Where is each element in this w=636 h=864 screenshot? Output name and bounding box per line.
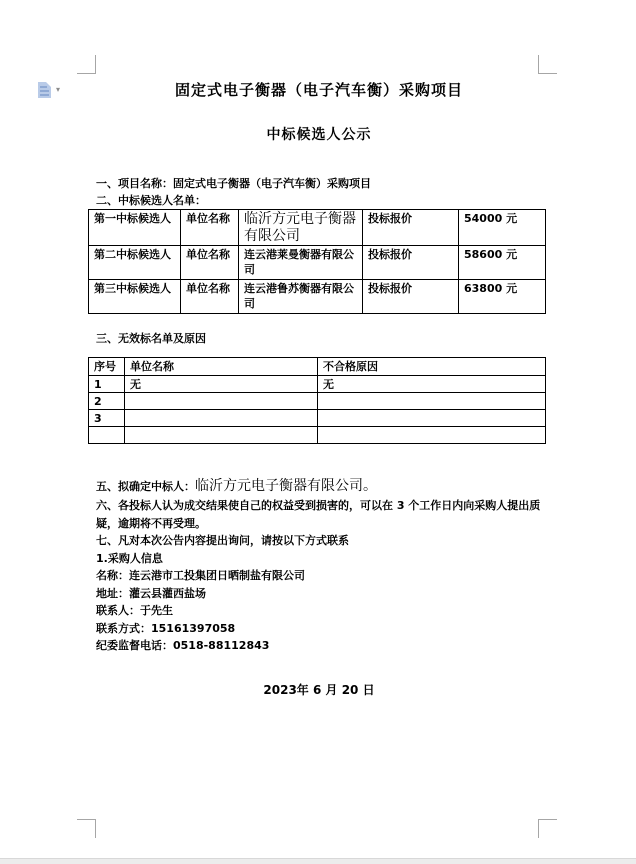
purchaser-contact-phone: 联系方式：15161397058 (96, 621, 236, 635)
unit-cell: 无 (125, 376, 318, 393)
col-header-unit-name: 单位名称 (125, 358, 318, 376)
serial-cell (89, 427, 125, 444)
candidate-rank: 第二中标候选人 (89, 246, 181, 280)
section-2-heading: 二、中标候选人名单： (96, 194, 206, 207)
candidate-company: 连云港鲁苏衡器有限公司 (239, 280, 363, 314)
col-header-serial: 序号 (89, 358, 125, 376)
reason-cell (318, 393, 546, 410)
bid-price-value: 58600 元 (459, 246, 546, 280)
unit-name-label: 单位名称 (181, 246, 239, 280)
section-3-heading: 三、无效标名单及原因 (96, 332, 206, 345)
reason-cell (318, 427, 546, 444)
section-5-winner-line (96, 476, 542, 497)
announcement-date: 2023年 6 月 20 日 (263, 682, 375, 697)
candidate-rank: 第三中标候选人 (89, 280, 181, 314)
section-1-project-name: 一、项目名称：固定式电子衡器（电子汽车衡）采购项目 (96, 177, 371, 190)
document-subtitle: 中标候选人公示 (266, 127, 372, 143)
bid-price-label: 投标报价 (363, 280, 459, 314)
section-5-prefix: 五、拟确定中标人： (96, 480, 195, 493)
unit-name-label: 单位名称 (181, 210, 239, 246)
table-row (89, 393, 546, 410)
unit-name-label: 单位名称 (181, 280, 239, 314)
col-header-reason: 不合格原因 (318, 358, 546, 376)
candidates-table (88, 209, 546, 314)
unit-cell (125, 427, 318, 444)
section-7-inquiry-notice: 七、凡对本次公告内容提出询问，请按以下方式联系 (96, 534, 349, 547)
serial-cell: 2 (89, 393, 125, 410)
purchaser-address: 地址：灌云县灌西盐场 (96, 586, 206, 600)
page-bottom-edge (0, 858, 636, 864)
table-row (89, 376, 546, 393)
paste-options-button[interactable] (36, 80, 68, 102)
table-header-row (89, 358, 546, 376)
margin-crop-mark-bottom-right (538, 819, 557, 838)
bid-price-value: 54000 元 (459, 210, 546, 246)
margin-crop-mark-bottom-left (77, 819, 96, 838)
invalid-bids-table (88, 357, 546, 444)
document-content (96, 0, 542, 698)
table-row (89, 427, 546, 444)
table-row (89, 210, 546, 246)
document-title: 固定式电子衡器（电子汽车衡）采购项目 (174, 81, 463, 99)
paste-document-icon (38, 82, 51, 98)
purchaser-contact-person: 联系人：于先生 (96, 604, 173, 617)
bid-price-label: 投标报价 (363, 210, 459, 246)
bid-price-label: 投标报价 (363, 246, 459, 280)
candidate-rank: 第一中标候选人 (89, 210, 181, 246)
unit-cell (125, 393, 318, 410)
serial-cell: 1 (89, 376, 125, 393)
margin-crop-mark-top-left (77, 55, 96, 74)
winner-company-name: 临沂方元电子衡器有限公司。 (195, 478, 377, 494)
section-6-objection-notice: 六、各投标人认为成交结果使自己的权益受到损害的，可以在 3 个工作日内向采购人提出质疑，逾期将不再受理。 (96, 499, 541, 530)
table-row (89, 246, 546, 280)
candidate-company: 连云港莱曼衡器有限公司 (239, 246, 363, 280)
serial-cell: 3 (89, 410, 125, 427)
purchaser-info-heading: 1.采购人信息 (96, 551, 163, 565)
table-row (89, 410, 546, 427)
purchaser-name: 名称：连云港市工投集团日晒制盐有限公司 (96, 569, 305, 582)
bid-price-value: 63800 元 (459, 280, 546, 314)
chevron-down-icon[interactable]: ▾ (56, 85, 61, 94)
unit-cell (125, 410, 318, 427)
reason-cell: 无 (318, 376, 546, 393)
candidate-company: 临沂方元电子衡器有限公司 (239, 210, 363, 246)
reason-cell (318, 410, 546, 427)
table-row (89, 280, 546, 314)
supervision-phone: 纪委监督电话：0518-88112843 (96, 639, 270, 652)
